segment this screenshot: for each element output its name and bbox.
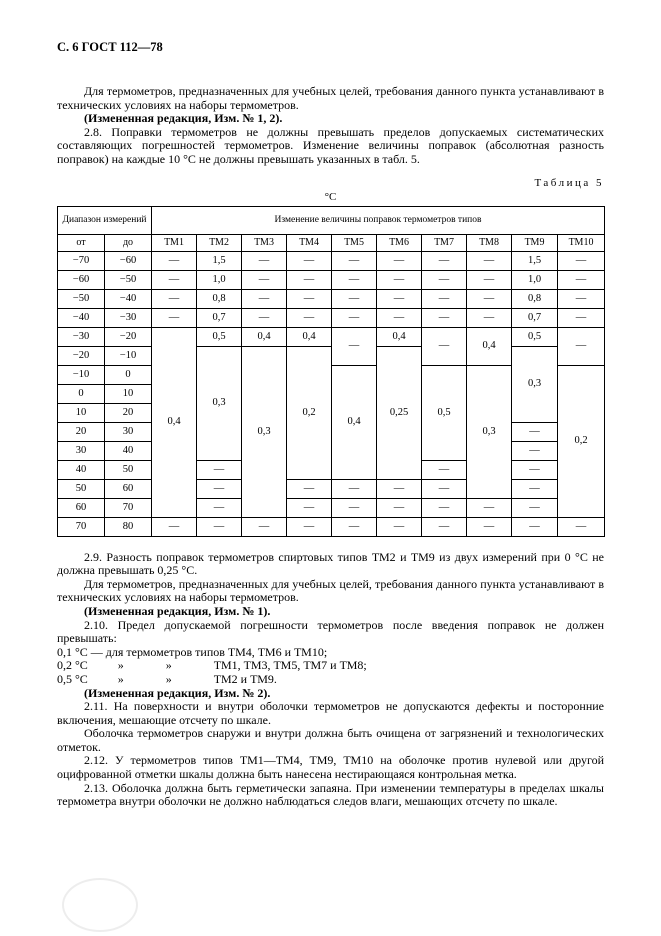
value-cell: — (332, 308, 377, 327)
value-cell: 0,25 (377, 346, 422, 479)
from-header: от (58, 234, 105, 251)
table-unit-label: °С (324, 190, 337, 203)
value-cell: — (422, 308, 467, 327)
value-cell: — (152, 270, 197, 289)
value-cell: — (467, 251, 512, 270)
amendment-note-1-2: (Измененная редакция, Изм. № 1, 2). (84, 111, 283, 126)
value-cell: — (197, 517, 242, 536)
range-from-cell: 10 (58, 403, 105, 422)
value-cell: — (242, 308, 287, 327)
paragraph-2-13: 2.13. Оболочка должна быть герметически запаяна. При изменении температуры в пределах шкалы термометра внутри оболочки не должно наблюдаться следов влаги, мешающих отсчету по шкале. (57, 780, 604, 809)
value-cell: — (422, 479, 467, 498)
range-to-cell: −60 (105, 251, 152, 270)
value-cell: — (287, 270, 332, 289)
value-cell: 0,4 (332, 365, 377, 479)
range-from-cell: 60 (58, 498, 105, 517)
column-header-тм1: ТМ1 (152, 234, 197, 251)
value-cell: — (512, 498, 558, 517)
table-row (58, 289, 605, 308)
value-cell: — (287, 479, 332, 498)
range-from-cell: 30 (58, 441, 105, 460)
column-header-тм2: ТМ2 (197, 234, 242, 251)
range-to-cell: −40 (105, 289, 152, 308)
value-cell: — (332, 270, 377, 289)
limit-line-tm4-tm6-tm10: 0,1 °С — для термометров типов ТМ4, ТМ6 и ТМ10; (57, 644, 328, 659)
value-cell: — (332, 327, 377, 365)
range-to-cell: −20 (105, 327, 152, 346)
value-cell: — (558, 289, 605, 308)
value-cell: — (287, 517, 332, 536)
value-cell: — (467, 289, 512, 308)
table-head (58, 206, 605, 251)
value-cell: — (558, 270, 605, 289)
table-row (58, 517, 605, 536)
table-row (58, 270, 605, 289)
value-cell: 1,0 (512, 270, 558, 289)
value-cell: — (422, 498, 467, 517)
value-cell: 0,4 (242, 327, 287, 346)
value-cell: — (332, 289, 377, 308)
range-from-cell: −40 (58, 308, 105, 327)
value-cell: — (287, 289, 332, 308)
value-cell: — (242, 517, 287, 536)
value-cell: — (512, 460, 558, 479)
table-caption: Таблица 5 (534, 176, 604, 189)
range-from-cell: 50 (58, 479, 105, 498)
value-cell: — (467, 498, 512, 517)
value-cell: — (197, 498, 242, 517)
table-row (58, 498, 605, 517)
range-to-cell: −50 (105, 270, 152, 289)
value-cell: — (377, 289, 422, 308)
value-cell: — (422, 517, 467, 536)
value-cell: — (558, 327, 605, 365)
value-cell: — (377, 270, 422, 289)
limit-line-tm1-tm3-tm5-tm7-tm8: 0,2 °С » » ТМ1, ТМ3, ТМ5, ТМ7 и ТМ8; (57, 658, 367, 673)
range-to-cell: −10 (105, 346, 152, 365)
column-header-тм5: ТМ5 (332, 234, 377, 251)
value-cell: — (422, 251, 467, 270)
value-cell: 0,7 (197, 308, 242, 327)
paragraph-2-11a: 2.11. На поверхности и внутри оболочки термометров не допускаются дефекты и посторонние включения, мешающие отсчету по шкале. (57, 699, 604, 727)
value-cell: 0,4 (377, 327, 422, 346)
value-cell: 1,0 (197, 270, 242, 289)
value-cell: — (422, 270, 467, 289)
value-cell: 0,8 (197, 289, 242, 308)
range-from-cell: 0 (58, 384, 105, 403)
change-title-header: Изменение величины поправок термометров типов (152, 206, 605, 234)
value-cell: — (152, 289, 197, 308)
column-header-тм4: ТМ4 (287, 234, 332, 251)
range-to-cell: 50 (105, 460, 152, 479)
table-row (58, 327, 605, 346)
value-cell: 0,4 (287, 327, 332, 346)
value-cell: — (287, 308, 332, 327)
range-from-cell: −70 (58, 251, 105, 270)
range-to-cell: 0 (105, 365, 152, 384)
amendment-note-1: (Измененная редакция, Изм. № 1). (84, 603, 271, 618)
value-cell: 0,4 (152, 327, 197, 517)
column-header-тм10: ТМ10 (558, 234, 605, 251)
value-cell: — (332, 479, 377, 498)
value-cell: 1,5 (512, 251, 558, 270)
value-cell: — (422, 289, 467, 308)
value-cell: — (512, 422, 558, 441)
range-to-cell: 80 (105, 517, 152, 536)
value-cell: 0,3 (242, 346, 287, 517)
range-to-cell: 20 (105, 403, 152, 422)
range-to-cell: 40 (105, 441, 152, 460)
scan-stamp-artifact (62, 878, 138, 932)
column-header-тм3: ТМ3 (242, 234, 287, 251)
range-to-cell: 60 (105, 479, 152, 498)
value-cell: — (242, 270, 287, 289)
range-to-cell: −30 (105, 308, 152, 327)
value-cell: — (467, 270, 512, 289)
value-cell: — (467, 517, 512, 536)
table-body (58, 251, 605, 536)
limit-line-tm2-tm9: 0,5 °С » » ТМ2 и ТМ9. (57, 671, 277, 686)
value-cell: — (242, 251, 287, 270)
range-from-cell: −50 (58, 289, 105, 308)
value-cell: — (558, 308, 605, 327)
value-cell: — (197, 460, 242, 479)
range-to-cell: 70 (105, 498, 152, 517)
table-row (58, 308, 605, 327)
value-cell: 0,3 (467, 365, 512, 498)
value-cell: 0,4 (467, 327, 512, 365)
value-cell: — (377, 479, 422, 498)
value-cell: — (152, 308, 197, 327)
page-header: С. 6 ГОСТ 112—78 (57, 40, 163, 54)
table-row (58, 346, 605, 365)
value-cell: — (242, 289, 287, 308)
value-cell: 0,5 (512, 327, 558, 346)
column-header-тм6: ТМ6 (377, 234, 422, 251)
value-cell: — (197, 479, 242, 498)
range-to-cell: 10 (105, 384, 152, 403)
value-cell: — (377, 498, 422, 517)
amendment-note-2: (Измененная редакция, Изм. № 2). (84, 685, 271, 700)
value-cell: — (558, 251, 605, 270)
range-to-cell: 30 (105, 422, 152, 441)
paragraph-2-8: 2.8. Поправки термометров не должны превышать пределов допускаемых систематических составляющих погрешностей термометров. Изменение величины поправок (абсолютная разность поправок) на каждые 10 °С не должны превышать указанных в табл. 5. (57, 124, 604, 166)
range-header: Диапазон измерений (58, 206, 152, 234)
range-from-cell: 20 (58, 422, 105, 441)
value-cell: — (152, 251, 197, 270)
paragraph-2-10: 2.10. Предел допускаемой погрешности термометров после введения поправок не должен превышать: (57, 617, 604, 646)
value-cell: — (377, 308, 422, 327)
value-cell: — (558, 517, 605, 536)
value-cell: 0,3 (197, 346, 242, 460)
value-cell: — (287, 498, 332, 517)
range-from-cell: 70 (58, 517, 105, 536)
value-cell: 0,7 (512, 308, 558, 327)
value-cell: — (467, 308, 512, 327)
range-from-cell: 40 (58, 460, 105, 479)
paragraph-educational-2: Для термометров, предназначенных для учебных целей, требования данного пункта устанавливают в технических условиях на наборы термометров. (57, 576, 604, 605)
corrections-table (57, 206, 605, 537)
value-cell: — (512, 479, 558, 498)
column-header-тм9: ТМ9 (512, 234, 558, 251)
value-cell: 0,5 (197, 327, 242, 346)
paragraph-2-12: 2.12. У термометров типов ТМ1—ТМ4, ТМ9, ТМ10 на оболочке против нулевой или другой оцифрованной отметки шкалы должна быть нанесена нестирающаяся контрольная метка. (57, 753, 604, 782)
range-from-cell: −60 (58, 270, 105, 289)
value-cell: 0,8 (512, 289, 558, 308)
value-cell: — (287, 251, 332, 270)
table-row (58, 479, 605, 498)
to-header: до (105, 234, 152, 251)
value-cell: 0,3 (512, 346, 558, 422)
value-cell: 1,5 (197, 251, 242, 270)
range-from-cell: −20 (58, 346, 105, 365)
value-cell: — (332, 498, 377, 517)
value-cell: — (332, 517, 377, 536)
value-cell: — (422, 327, 467, 365)
paragraph-educational-1: Для термометров, предназначенных для учебных целей, требования данного пункта устанавливают в технических условиях на наборы термометров. (57, 84, 604, 112)
value-cell: — (512, 517, 558, 536)
value-cell: — (422, 460, 467, 479)
column-header-тм8: ТМ8 (467, 234, 512, 251)
value-cell: — (332, 251, 377, 270)
value-cell: — (377, 517, 422, 536)
value-cell: — (152, 517, 197, 536)
range-from-cell: −30 (58, 327, 105, 346)
table-types-row (58, 234, 605, 251)
table-row (58, 251, 605, 270)
paragraph-2-9: 2.9. Разность поправок термометров спиртовых типов ТМ2 и ТМ9 из двух измерений при 0 °С не должна превышать 0,25 °С. (57, 549, 604, 578)
table-header-row-1 (58, 206, 605, 234)
column-header-тм7: ТМ7 (422, 234, 467, 251)
value-cell: 0,5 (422, 365, 467, 460)
paragraph-2-11b: Оболочка термометров снаружи и внутри должна быть очищена от загрязнений и технологических отметок. (57, 726, 604, 754)
value-cell: 0,2 (558, 365, 605, 517)
value-cell: 0,2 (287, 346, 332, 479)
value-cell: — (377, 251, 422, 270)
range-from-cell: −10 (58, 365, 105, 384)
value-cell: — (512, 441, 558, 460)
